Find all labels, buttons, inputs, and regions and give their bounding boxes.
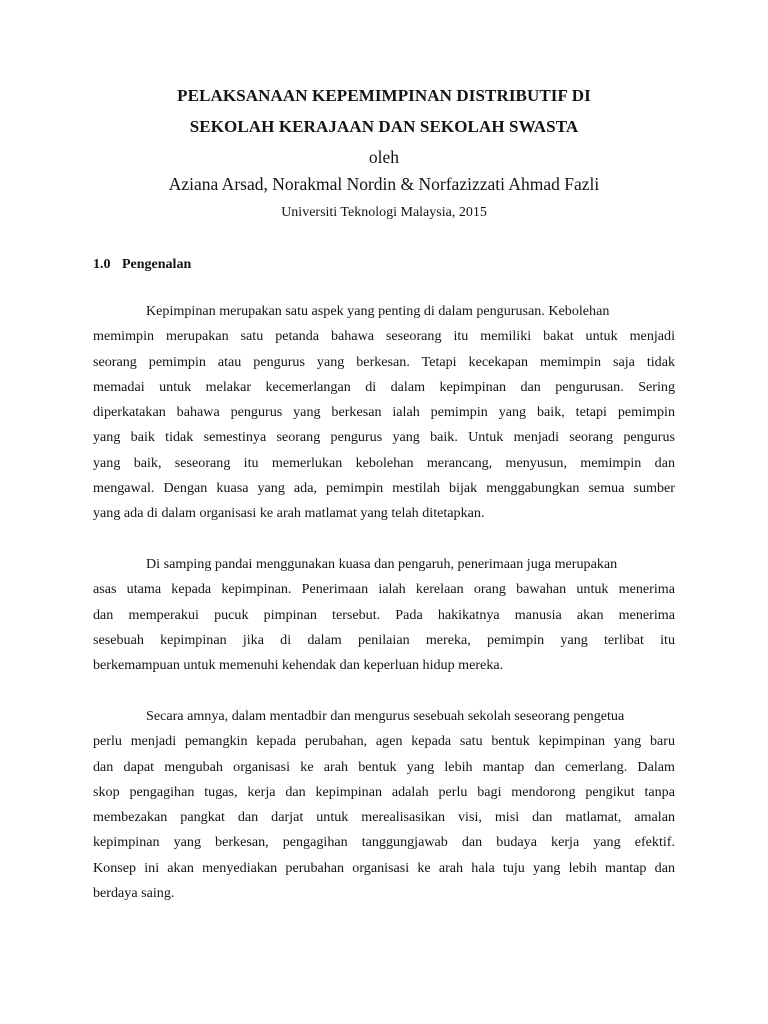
- paragraph-line: membezakan pangkat dan darjat untuk merealisasikan visi, misi dan matlamat, amalan: [93, 809, 675, 826]
- paragraph-line: yang baik, seseorang itu memerlukan kebolehan merancang, menyusun, memimpin dan: [93, 454, 675, 471]
- paragraph-line: memadai untuk melakar kecemerlangan di dalam kepimpinan dan pengurusan. Sering: [93, 378, 675, 395]
- paragraph-line: kepimpinan yang berkesan, pengagihan tanggungjawab dan budaya kerja yang efektif.: [93, 834, 675, 851]
- paragraph-line: mengawal. Dengan kuasa yang ada, pemimpin mestilah bijak menggabungkan semua sumber: [93, 480, 675, 497]
- paragraph-line: seorang pemimpin atau pengurus yang berkesan. Tetapi kecekapan memimpin saja tidak: [93, 353, 675, 370]
- paragraph-line: berkemampuan untuk memenuhi kehendak dan keperluan hidup mereka.: [93, 657, 504, 674]
- paragraph-line: Konsep ini akan menyediakan perubahan organisasi ke arah hala tuju yang lebih mantap dan: [93, 859, 675, 876]
- byline: oleh: [368, 147, 400, 167]
- paragraph-line: yang ada di dalam organisasi ke arah matlamat yang telah ditetapkan.: [93, 505, 485, 522]
- title-line-1: PELAKSANAAN KEPEMIMPINAN DISTRIBUTIF DI: [177, 86, 591, 105]
- paragraph-2: [93, 552, 675, 678]
- paragraph-line: sesebuah kepimpinan jika di dalam penilaian mereka, pemimpin yang terlibat itu: [93, 631, 675, 648]
- paragraph-line: dan memperakui pucuk pimpinan tersebut. Pada hakikatnya manusia akan menerima: [93, 606, 675, 623]
- paragraph-line: perlu menjadi pemangkin kepada perubahan, agen kepada satu bentuk kepimpinan yang baru: [93, 733, 675, 750]
- paragraph-line: dan dapat mengubah organisasi ke arah bentuk yang lebih mantap dan cemerlang. Dalam: [93, 758, 675, 775]
- authors: Aziana Arsad, Norakmal Nordin & Norfazizzati Ahmad Fazli: [168, 174, 600, 194]
- affiliation: Universiti Teknologi Malaysia, 2015: [281, 205, 487, 220]
- paragraph-line: Secara amnya, dalam mentadbir dan mengurus sesebuah sekolah seseorang pengetua: [146, 708, 625, 724]
- paragraph-line: diperkatakan bahawa pengurus yang berkesan ialah pemimpin yang baik, tetapi pemimpin: [93, 404, 675, 421]
- title-line-2: SEKOLAH KERAJAAN DAN SEKOLAH SWASTA: [189, 117, 579, 136]
- paragraph-line: skop pengagihan tugas, kerja dan kepimpinan adalah perlu bagi mendorong pengikut tanpa: [93, 783, 675, 800]
- paragraph-line: yang baik tidak semestinya seorang pengurus yang baik. Untuk menjadi seorang pengurus: [93, 429, 675, 446]
- paragraph-line: berdaya saing.: [93, 885, 175, 902]
- section-title: Pengenalan: [122, 257, 192, 272]
- paragraph-line: asas utama kepada kepimpinan. Penerimaan ialah kerelaan orang bawahan untuk menerima: [93, 581, 675, 598]
- section-heading: [93, 257, 191, 273]
- paragraph-3: [93, 704, 675, 906]
- paragraph-1: [93, 299, 675, 527]
- paragraph-line: Di samping pandai menggunakan kuasa dan pengaruh, penerimaan juga merupakan: [146, 556, 618, 572]
- section-number: 1.0: [93, 257, 111, 272]
- paragraph-line: memimpin merupakan satu petanda bahawa seseorang itu memiliki bakat untuk menjadi: [93, 328, 675, 345]
- paragraph-line: Kepimpinan merupakan satu aspek yang penting di dalam pengurusan. Kebolehan: [146, 303, 610, 319]
